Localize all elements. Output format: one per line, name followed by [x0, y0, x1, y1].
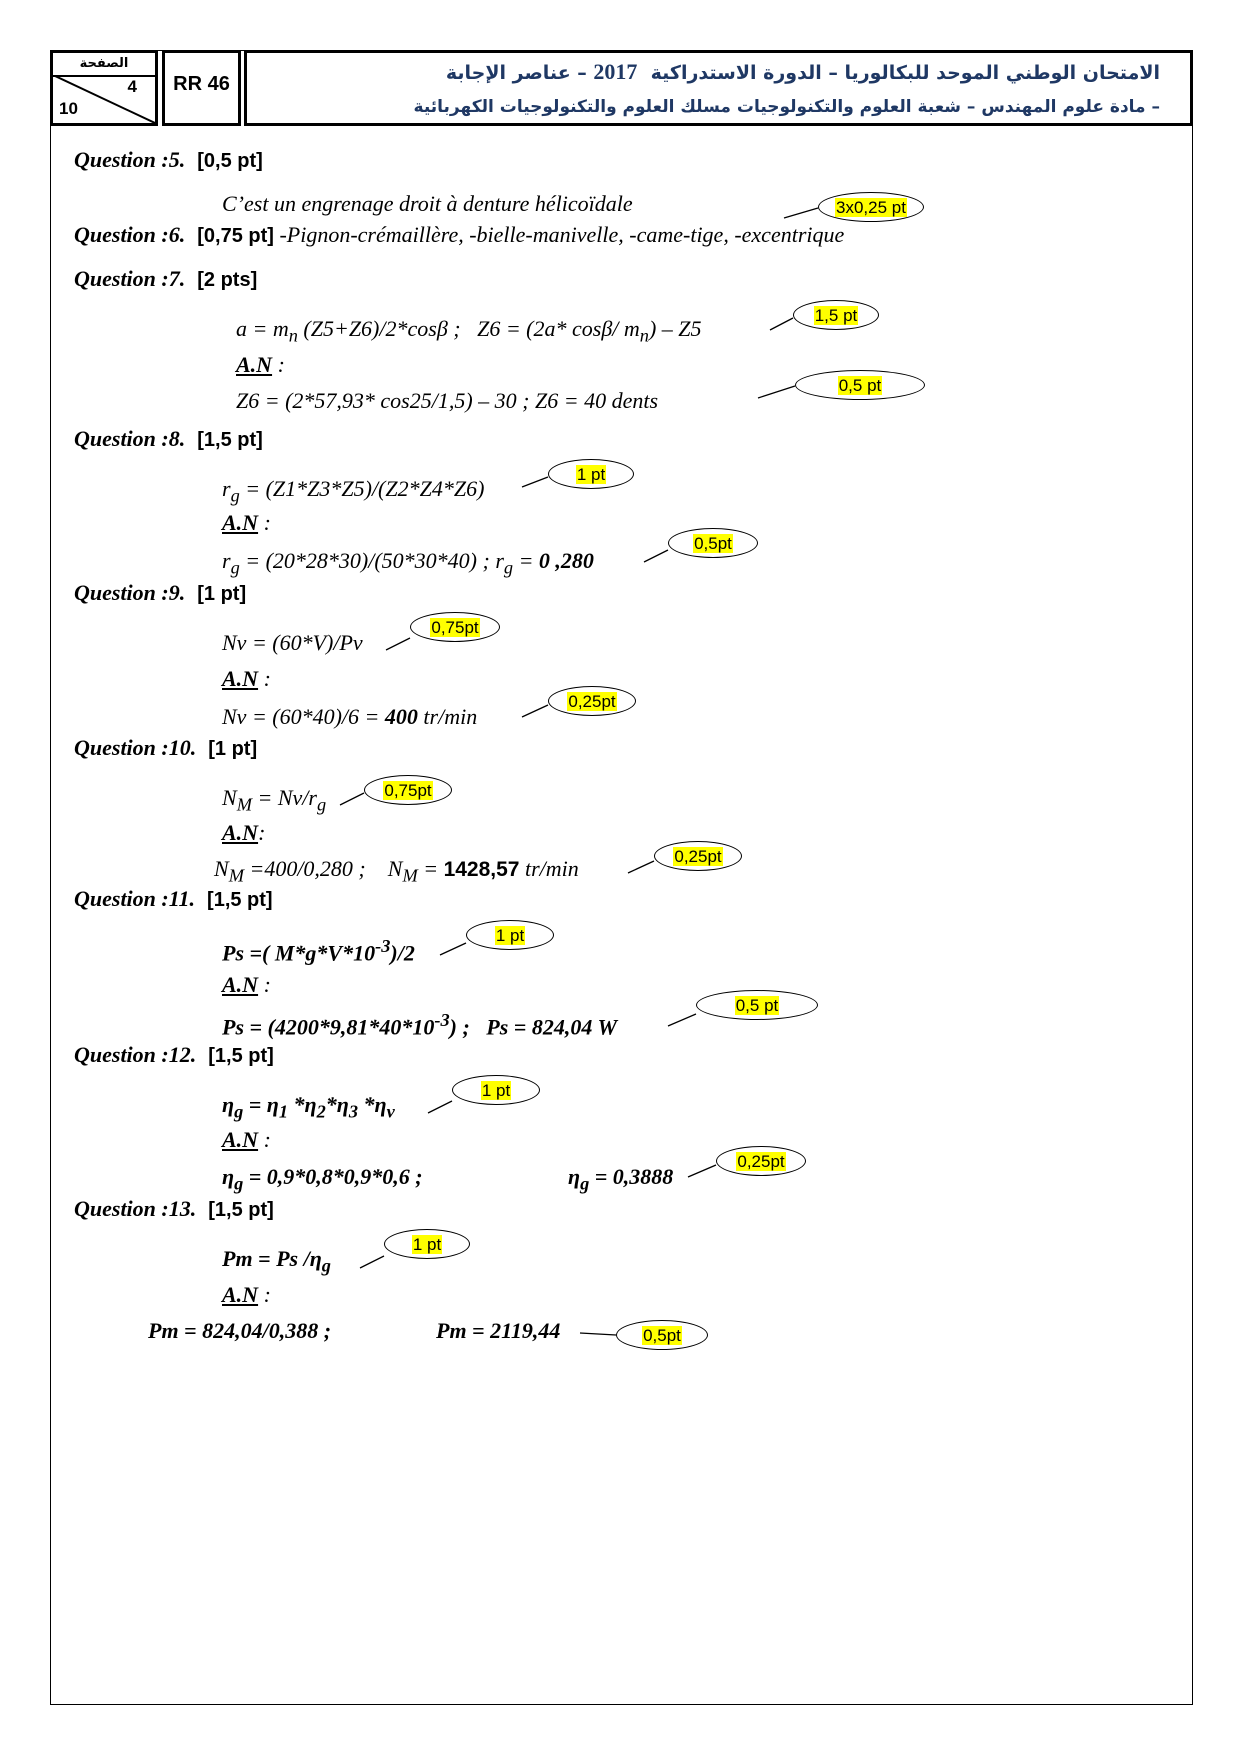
score-text: 0,25pt	[737, 1151, 785, 1171]
q10-score-badge-1	[364, 775, 452, 805]
q11-formula: Ps =( $M*g*V*10^{-3})/2$	[222, 936, 415, 966]
q7-score-badge-1	[793, 300, 879, 330]
q12-score-badge-2	[716, 1146, 806, 1176]
q8-an	[222, 510, 271, 536]
q9-unit: tr/min	[417, 704, 478, 729]
question-8	[74, 426, 263, 452]
question-label: Question :10.	[74, 735, 197, 760]
score-text: 0,5pt	[694, 533, 732, 553]
an-colon: :	[258, 510, 271, 535]
title-year: 2017	[593, 59, 638, 84]
exam-title-line1	[446, 59, 1160, 85]
score-text: 0,25pt	[568, 691, 616, 711]
question-label: Question :5.	[74, 147, 186, 172]
score-text: 1 pt	[576, 464, 606, 484]
question-label: Question :6.	[74, 222, 186, 247]
q13-result: Pm = 2119,44	[436, 1318, 561, 1343]
q10-unit: tr/min	[519, 856, 579, 881]
q12-calc: $\eta_g = 0,9*0,8*0,9*0,6$ ;	[222, 1164, 423, 1194]
question-12	[74, 1042, 274, 1068]
score-text: 0,5 pt	[838, 375, 882, 395]
question-10	[74, 735, 257, 761]
an-label: A.N	[236, 352, 273, 377]
question-5	[74, 147, 263, 173]
question-points: [1 pt]	[208, 738, 258, 760]
q10-an	[222, 820, 265, 846]
q13-calc: Pm = 824,04/0,388 ;	[148, 1318, 332, 1343]
title-part-b: – عناصر الإجابة	[445, 62, 587, 84]
score-text: 3x0,25 pt	[836, 197, 906, 217]
q6-answer: -Pignon-crémaillère, -bielle-manivelle, -came-tige, -excentrique	[279, 222, 845, 247]
question-6	[74, 222, 844, 248]
page-number: 4	[127, 77, 137, 96]
question-label: Question :12.	[74, 1042, 197, 1067]
question-points: [0,5 pt]	[197, 150, 263, 172]
score-text: 0,75pt	[384, 780, 432, 800]
q7-formula: $a = m_n$ (Z5+Z6)/2*cosβ ; Z6 = (2a* cosβ/ $m_n) - Z5$	[236, 316, 702, 346]
q13-score-badge-1	[384, 1229, 470, 1259]
q9-result: 400	[384, 704, 418, 729]
question-points: [1,5 pt]	[207, 889, 273, 911]
q7-score-badge-2	[795, 370, 925, 400]
score-text: 1 pt	[495, 925, 525, 945]
an-colon: :	[258, 1282, 271, 1307]
score-text: 0,5 pt	[735, 995, 779, 1015]
q9-an	[222, 666, 271, 692]
q13-formula: Pm = Ps $/\eta_g$	[222, 1246, 331, 1276]
question-points: [1,5 pt]	[197, 429, 263, 451]
question-label: Question :8.	[74, 426, 186, 451]
q9-calc	[222, 704, 477, 730]
an-colon: :	[258, 820, 266, 845]
q7-calc: Z6 = (2*57,93* cos25/1,5) – 30 ; Z6 = 40 dents	[236, 388, 659, 413]
q8-result: 0 ,280	[538, 548, 594, 573]
exam-title-box	[244, 50, 1193, 126]
score-text: 0,25pt	[674, 846, 722, 866]
q9-score-badge-2	[548, 686, 636, 716]
question-points: [2 pts]	[197, 269, 258, 291]
q8-score-badge-2	[668, 528, 758, 558]
exam-code-box	[162, 50, 241, 126]
exam-code: RR 46	[173, 73, 230, 95]
q12-result: $\eta_g = 0,3888$	[568, 1164, 674, 1194]
question-13	[74, 1196, 274, 1222]
question-points: [1 pt]	[197, 583, 247, 605]
q10-formula: $N_M = Nv/r_g$	[222, 785, 327, 815]
question-points: [1,5 pt]	[208, 1045, 274, 1067]
question-7	[74, 266, 257, 292]
q8-formula: $r_g = (Z1*Z3*Z5)/(Z2*Z4*Z6)$	[222, 476, 485, 506]
question-points: [0,75 pt]	[197, 225, 274, 247]
q11-score-badge-1	[466, 920, 554, 950]
page-number-box	[50, 50, 158, 126]
q11-an	[222, 972, 271, 998]
an-label: A.N	[222, 1127, 259, 1152]
q10-score-badge-2	[654, 841, 742, 871]
an-label: A.N	[222, 972, 259, 997]
q12-an	[222, 1127, 271, 1153]
q8-calc: $r_g = (20*28*30)/(50*30*40)$ ; $r_g = 0$ ,280	[222, 548, 594, 578]
q11-calc: $Ps = (4200*9,81*40*10^{-3})$ ; Ps = 824,04 W	[222, 1010, 618, 1040]
page-total: 10	[59, 99, 78, 118]
q12-score-badge-1	[452, 1075, 540, 1105]
question-label: Question :7.	[74, 266, 186, 291]
an-label: A.N	[222, 820, 259, 845]
score-text: 0,5pt	[643, 1325, 681, 1345]
q10-result: 1428,57	[443, 858, 520, 881]
score-text: 1 pt	[412, 1234, 442, 1254]
q11-score-badge-2	[696, 990, 818, 1020]
an-colon: :	[258, 666, 271, 691]
q5-score-badge	[818, 192, 924, 222]
q10-calc: $N_M =400/0,280$ ; $N_M = 1428,57$ tr/min	[214, 856, 579, 886]
q5-answer: C’est un engrenage droit à denture hélicoïdale	[222, 191, 633, 216]
question-11	[74, 886, 273, 912]
q9-score-badge-1	[410, 612, 500, 642]
score-text: 0,75pt	[431, 617, 479, 637]
q7-an	[236, 352, 285, 378]
question-label: Question :11.	[74, 886, 196, 911]
question-points: [1,5 pt]	[208, 1199, 274, 1221]
q8-score-badge-1	[548, 459, 634, 489]
q9-formula: Nv = (60*V)/Pv	[222, 630, 363, 655]
page-label: الصفحة	[53, 55, 155, 77]
an-colon: :	[258, 972, 271, 997]
an-colon: :	[258, 1127, 271, 1152]
an-colon: :	[272, 352, 285, 377]
question-9	[74, 580, 246, 606]
exam-title-line2: – مادة علوم المهندس – شعبة العلوم والتكنولوجيات مسلك العلوم والتكنولوجيات الكهربائية	[413, 97, 1160, 117]
question-label: Question :9.	[74, 580, 186, 605]
score-text: 1,5 pt	[814, 305, 858, 325]
an-label: A.N	[222, 666, 259, 691]
score-text: 1 pt	[481, 1080, 511, 1100]
question-label: Question :13.	[74, 1196, 197, 1221]
title-part-a: الامتحان الوطني الموحد للبكالوريا – الدورة الاستدراكية	[650, 62, 1160, 84]
q9-calc-text: Nv = (60*40)/6 =	[222, 704, 385, 729]
q12-formula: $\eta_g = \eta_1$ $*\eta_2*\eta_3$ $*\eta_v$	[222, 1092, 395, 1122]
an-label: A.N	[222, 1282, 259, 1307]
q13-an	[222, 1282, 271, 1308]
q13-score-badge-2	[616, 1320, 708, 1350]
an-label: A.N	[222, 510, 259, 535]
